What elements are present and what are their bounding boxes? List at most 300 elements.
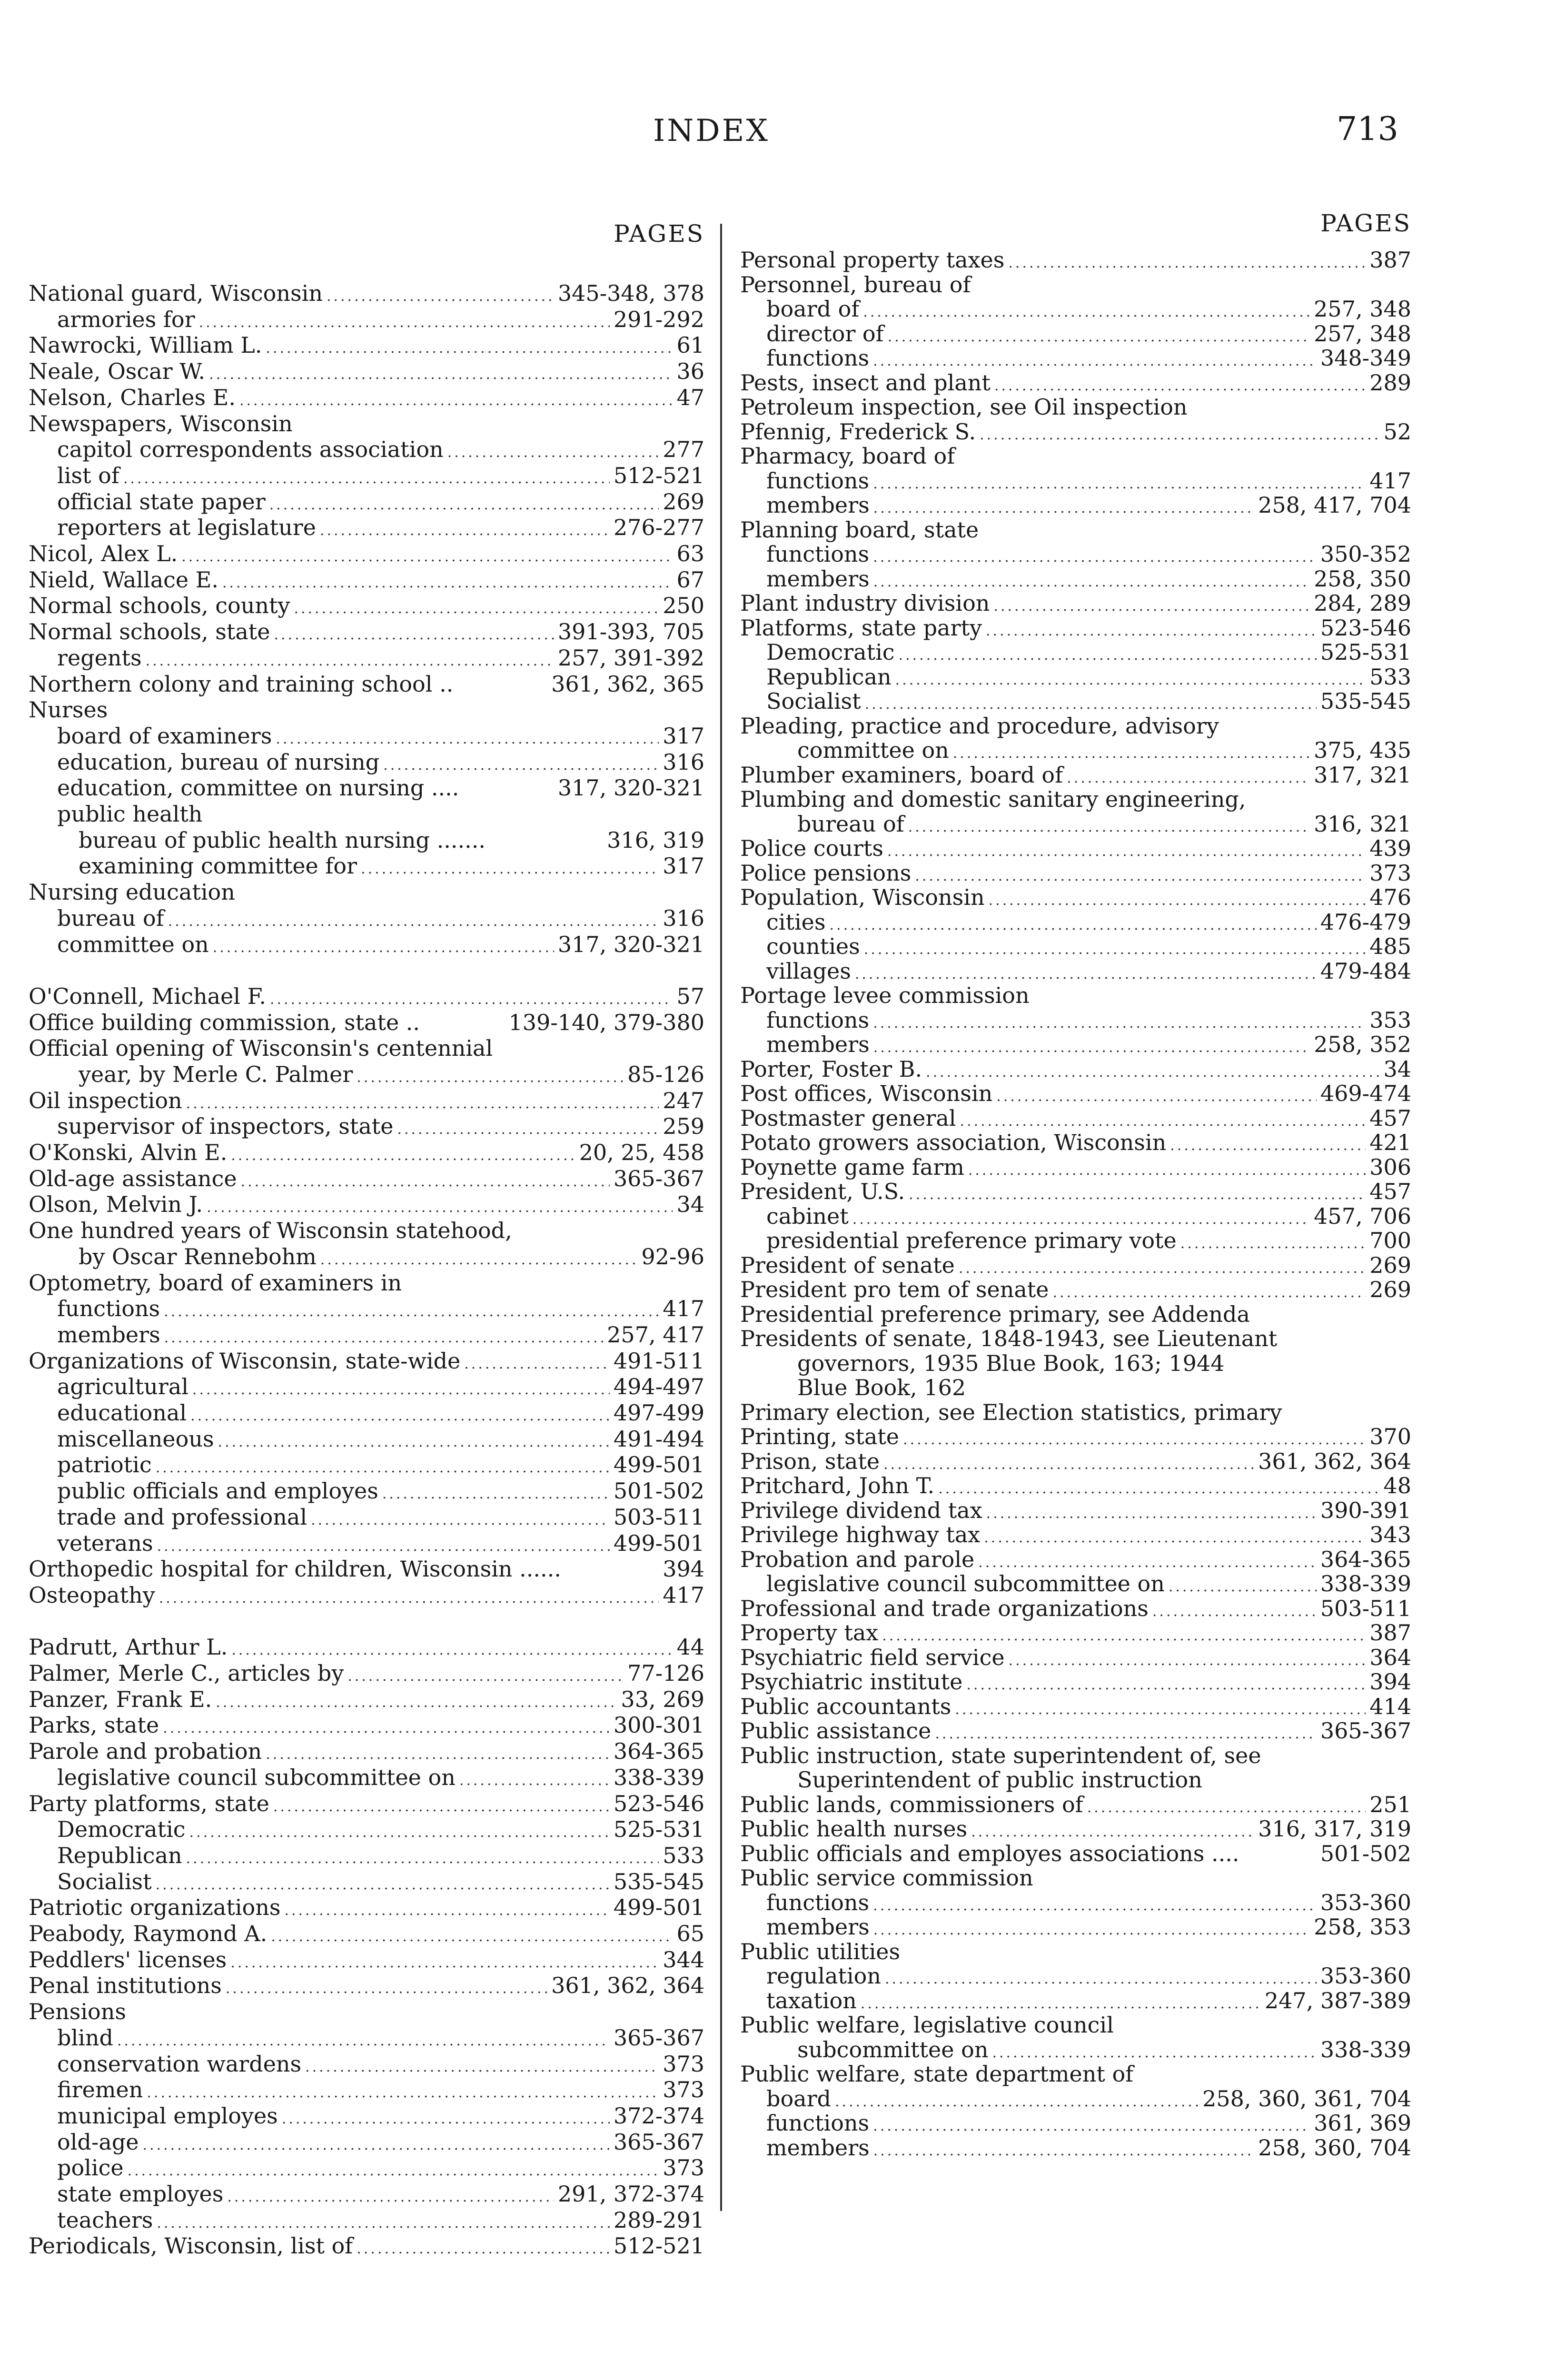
- entry-pages: 316, 321: [1314, 811, 1411, 837]
- entry-pages: 257, 348: [1314, 296, 1411, 322]
- entry-term: Public officials and employes associations ....: [740, 1841, 1239, 1866]
- index-entry: [740, 1964, 1411, 1988]
- entry-term: Nelson, Charles E.: [29, 385, 236, 410]
- entry-term: Northern colony and training school ..: [29, 671, 454, 697]
- entry-term: Planning board, state: [740, 517, 979, 543]
- entry-term: Public welfare, state department of: [740, 2061, 1134, 2087]
- entry-term: Democratic: [766, 639, 895, 665]
- entry-pages: 317, 320-321: [557, 775, 704, 801]
- entry-term: presidential preference primary vote: [766, 1228, 1177, 1253]
- index-entry: [29, 385, 704, 410]
- entry-term: Nursing education: [29, 879, 235, 905]
- index-entry: [740, 1351, 1411, 1376]
- index-entry: [740, 1743, 1411, 1768]
- entry-term: board: [766, 2086, 832, 2112]
- index-entry: [29, 1374, 704, 1399]
- entry-term: Optometry, board of examiners in: [29, 1270, 402, 1296]
- entry-term: villages: [766, 958, 851, 984]
- dot-leader: [227, 2185, 554, 2210]
- entry-term: President, U.S.: [740, 1179, 905, 1204]
- dot-leader: [266, 1742, 610, 1767]
- dot-leader: [357, 1065, 624, 1090]
- index-entry: [740, 1400, 1411, 1425]
- index-entry: [740, 812, 1411, 836]
- entry-pages: 373: [1369, 860, 1411, 886]
- index-entry: [29, 1244, 704, 1269]
- entry-term: list of: [57, 463, 119, 488]
- dot-leader: [146, 649, 554, 674]
- entry-term: teachers: [57, 2207, 153, 2233]
- index-entry: [740, 1914, 1411, 1939]
- entry-pages: 34: [676, 1191, 704, 1217]
- entry-term: O'Konski, Alvin E.: [29, 1140, 228, 1165]
- entry-pages: 503-511: [613, 1504, 704, 1530]
- entry-term: functions: [766, 468, 870, 494]
- entry-pages: 257, 348: [1314, 321, 1411, 347]
- index-entry: [740, 1277, 1411, 1302]
- dot-leader: [230, 1951, 659, 1975]
- dot-leader: [218, 1430, 610, 1455]
- index-entry: [740, 1571, 1411, 1596]
- entry-term: Poynette game farm: [740, 1154, 964, 1180]
- entry-term: functions: [766, 2110, 870, 2136]
- entry-term: committee on: [57, 932, 209, 957]
- entry-term: Post offices, Wisconsin: [740, 1081, 993, 1106]
- index-entry: [740, 321, 1411, 346]
- index-entry: [740, 542, 1411, 566]
- entry-pages: 344: [663, 1947, 704, 1973]
- index-entry: [740, 272, 1411, 297]
- entry-term: old-age: [57, 2129, 139, 2155]
- dot-leader: [357, 2237, 610, 2261]
- index-entry: [29, 1114, 704, 1139]
- index-entry: [740, 1547, 1411, 1572]
- entry-term: functions: [766, 345, 870, 371]
- entry-pages: 373: [663, 2077, 704, 2102]
- dot-leader: [164, 1299, 659, 1324]
- page-number: 713: [1337, 110, 1398, 148]
- index-entry: [29, 1531, 704, 1556]
- entry-pages: 523-546: [1320, 615, 1411, 641]
- entry-pages: 33, 269: [621, 1686, 704, 1712]
- index-entry: [740, 1253, 1411, 1278]
- entry-pages: 276-277: [613, 515, 704, 540]
- index-entry: [740, 1032, 1411, 1057]
- entry-term: Presidents of senate, 1848-1943, see Lieutenant: [740, 1326, 1278, 1351]
- dot-leader: [168, 909, 659, 934]
- index-entry: [29, 1583, 704, 1607]
- index-entry: [29, 2025, 704, 2050]
- index-entry: [29, 1765, 704, 1790]
- dot-leader: [190, 1404, 610, 1428]
- dot-leader: [311, 1508, 610, 1533]
- entry-pages: 491-511: [613, 1348, 704, 1374]
- entry-term: education, committee on nursing ....: [57, 775, 459, 801]
- index-entry: [740, 861, 1411, 885]
- index-entry: [740, 1988, 1411, 2013]
- index-entry: [29, 333, 704, 357]
- dot-leader: [397, 1117, 659, 1142]
- entry-term: members: [57, 1322, 160, 1348]
- index-entry: [740, 1106, 1411, 1130]
- index-entry: [29, 1999, 704, 2024]
- index-entry: [29, 281, 704, 306]
- entry-pages: 523-546: [613, 1791, 704, 1816]
- entry-term: Psychiatric field service: [740, 1645, 1005, 1670]
- index-entry: [740, 1718, 1411, 1743]
- index-entry: [740, 1228, 1411, 1253]
- entry-term: Peabody, Raymond A.: [29, 1921, 268, 1946]
- entry-term: Newspapers, Wisconsin: [29, 411, 293, 436]
- index-entry: [740, 714, 1411, 738]
- index-entry: [29, 1505, 704, 1529]
- dot-leader: [157, 1534, 610, 1559]
- index-entry: [740, 468, 1411, 493]
- entry-pages: 34: [1383, 1056, 1411, 1082]
- dot-leader: [156, 1873, 610, 1897]
- index-entry: [740, 1620, 1411, 1645]
- entry-pages: 48: [1383, 1473, 1411, 1498]
- entry-term: Pensions: [29, 1999, 126, 2024]
- entry-term: Nicol, Alex L.: [29, 541, 178, 566]
- dot-leader: [199, 310, 610, 335]
- dot-leader: [207, 1195, 673, 1220]
- index-entry: [740, 615, 1411, 640]
- entry-term: regulation: [766, 1963, 881, 1989]
- index-entry: [740, 1375, 1411, 1400]
- index-entry: [29, 1661, 704, 1686]
- entry-term: Socialist: [57, 1869, 152, 1894]
- index-entry: [29, 645, 704, 670]
- dot-leader: [192, 1378, 610, 1402]
- dot-leader: [189, 1820, 610, 1845]
- index-entry: [740, 2135, 1411, 2160]
- entry-pages: 535-545: [1320, 688, 1411, 714]
- entry-pages: 47: [676, 385, 704, 410]
- column-divider: [720, 224, 722, 2211]
- entry-pages: 338-339: [613, 1765, 704, 1790]
- index-entry: [740, 591, 1411, 615]
- entry-term: year, by Merle C. Palmer: [79, 1061, 353, 1087]
- index-entry: [29, 359, 704, 384]
- index-entry: [740, 1865, 1411, 1890]
- entry-term: President of senate: [740, 1252, 955, 1278]
- entry-pages: 361, 362, 364: [1258, 1448, 1411, 1474]
- dot-leader: [231, 1638, 673, 1663]
- index-entry: [29, 1921, 704, 1946]
- entry-term: bureau of: [57, 905, 164, 931]
- entry-term: by Oscar Rennebohm: [79, 1244, 317, 1269]
- entry-pages: 258, 360, 361, 704: [1202, 2086, 1411, 2112]
- entry-term: One hundred years of Wisconsin statehood,: [29, 1218, 512, 1243]
- entry-term: Old-age assistance: [29, 1166, 237, 1191]
- entry-term: Privilege dividend tax: [740, 1497, 982, 1523]
- index-entry: [740, 1326, 1411, 1351]
- entry-pages: 387: [1369, 247, 1411, 273]
- entry-term: official state paper: [57, 489, 266, 515]
- entry-term: Petroleum inspection, see Oil inspection: [740, 394, 1188, 420]
- index-entry: [29, 411, 704, 436]
- index-entry: [740, 1939, 1411, 1964]
- entry-pages: 503-511: [1320, 1596, 1411, 1621]
- index-entry: [740, 1081, 1411, 1106]
- dot-leader: [241, 1170, 610, 1194]
- entry-term: Office building commission, state ..: [29, 1010, 420, 1035]
- entry-term: Public service commission: [740, 1865, 1033, 1891]
- dot-leader: [320, 518, 610, 543]
- entry-pages: 457: [1369, 1105, 1411, 1131]
- entry-pages: 258, 352: [1314, 1031, 1411, 1057]
- entry-pages: 353: [1369, 1007, 1411, 1033]
- dot-leader: [327, 284, 554, 309]
- entry-pages: 269: [663, 489, 704, 515]
- entry-term: Periodicals, Wisconsin, list of: [29, 2233, 353, 2259]
- index-entry: [740, 1008, 1411, 1032]
- entry-pages: 497-499: [613, 1400, 704, 1426]
- entry-term: Public utilities: [740, 1939, 901, 1964]
- entry-term: functions: [766, 1007, 870, 1033]
- entry-pages: 499-501: [613, 1452, 704, 1478]
- entry-term: education, bureau of nursing: [57, 749, 380, 775]
- entry-pages: 361, 362, 364: [551, 1973, 704, 1998]
- entry-term: Patriotic organizations: [29, 1894, 281, 1920]
- entry-pages: 258, 353: [1314, 1914, 1411, 1940]
- dot-leader: [270, 987, 673, 1012]
- dot-leader: [156, 1456, 610, 1480]
- entry-pages: 269: [1369, 1252, 1411, 1278]
- entry-pages: 525-531: [613, 1816, 704, 1842]
- entry-term: Republican: [57, 1843, 182, 1868]
- entry-pages: 525-531: [1320, 639, 1411, 665]
- entry-pages: 512-521: [613, 463, 704, 488]
- entry-pages: 257, 391-392: [557, 645, 704, 671]
- entry-pages: 373: [663, 2051, 704, 2077]
- entry-term: Presidential preference primary, see Addenda: [740, 1301, 1250, 1327]
- entry-pages: 257, 417: [607, 1322, 704, 1348]
- entry-term: Pharmacy, board of: [740, 443, 955, 469]
- dot-leader: [117, 2029, 610, 2053]
- index-entry: [740, 910, 1411, 934]
- entry-pages: 85-126: [627, 1061, 704, 1087]
- entry-pages: 251: [1369, 1792, 1411, 1817]
- entry-term: board of: [766, 296, 860, 322]
- index-entry: [740, 1302, 1411, 1327]
- entry-term: functions: [766, 1890, 870, 1915]
- index-entry: [29, 307, 704, 332]
- entry-term: Printing, state: [740, 1424, 900, 1449]
- entry-pages: 338-339: [1320, 2037, 1411, 2063]
- entry-pages: 258, 360, 704: [1258, 2135, 1411, 2161]
- index-entry: [740, 566, 1411, 591]
- index-entry: [740, 689, 1411, 714]
- entry-term: legislative council subcommittee on: [57, 1765, 456, 1790]
- entry-pages: 353-360: [1320, 1963, 1411, 1989]
- entry-pages: 365-367: [1320, 1718, 1411, 1744]
- dot-leader: [271, 1924, 673, 1949]
- index-entry: [740, 2111, 1411, 2135]
- index-entry: [29, 1322, 704, 1347]
- index-entry: [740, 1522, 1411, 1547]
- entry-term: Public accountants: [740, 1694, 951, 1719]
- dot-leader: [274, 623, 554, 647]
- entry-pages: 258, 350: [1314, 566, 1411, 592]
- entry-term: National guard, Wisconsin: [29, 280, 323, 306]
- index-entry: [740, 1767, 1411, 1792]
- index-entry: [740, 1204, 1411, 1229]
- index-entry: [740, 1424, 1411, 1449]
- dot-leader: [143, 2133, 610, 2158]
- entry-pages: 77-126: [627, 1660, 704, 1686]
- entry-term: Democratic: [57, 1816, 186, 1842]
- entry-pages: 373: [663, 2155, 704, 2181]
- entry-pages: 390-391: [1320, 1497, 1411, 1523]
- entry-term: Professional and trade organizations: [740, 1596, 1149, 1621]
- entry-pages: 365-367: [613, 2129, 704, 2155]
- entry-term: Public lands, commissioners of: [740, 1792, 1083, 1817]
- entry-term: regents: [57, 645, 142, 671]
- entry-term: blind: [57, 2025, 113, 2051]
- entry-term: Palmer, Merle C., articles by: [29, 1660, 344, 1686]
- index-entry: [29, 1843, 704, 1868]
- entry-term: Parole and probation: [29, 1738, 262, 1764]
- index-entry: [29, 567, 704, 592]
- index-entry: [29, 750, 704, 774]
- entry-pages: 457, 706: [1314, 1203, 1411, 1229]
- entry-pages: 92-96: [641, 1244, 704, 1269]
- index-entry: [29, 1192, 704, 1217]
- entry-pages: 247: [663, 1088, 704, 1113]
- entry-pages: 250: [663, 593, 704, 618]
- index-entry: [740, 983, 1411, 1008]
- entry-term: Potato growers association, Wisconsin: [740, 1130, 1167, 1155]
- entry-pages: 65: [676, 1921, 704, 1946]
- index-entry: [29, 802, 704, 826]
- index-entry: [29, 1817, 704, 1842]
- index-entry: [740, 370, 1411, 395]
- dot-leader: [464, 1352, 610, 1377]
- index-entry: [29, 541, 704, 566]
- entry-pages: 57: [676, 983, 704, 1009]
- index-entry: [29, 697, 704, 722]
- dot-leader: [157, 2211, 610, 2236]
- dot-leader: [273, 1795, 610, 1819]
- entry-pages: 421: [1369, 1130, 1411, 1155]
- entry-term: Penal institutions: [29, 1973, 222, 1998]
- entry-term: Pfennig, Frederick S.: [740, 419, 976, 445]
- entry-term: Public instruction, state superintendent of, see: [740, 1743, 1261, 1768]
- entry-term: Plant industry division: [740, 590, 990, 616]
- entry-term: Primary election, see Election statistics, primary: [740, 1399, 1282, 1425]
- index-entry: [29, 775, 704, 800]
- entry-pages: 258, 417, 704: [1258, 492, 1411, 518]
- index-entry: [29, 672, 704, 696]
- dot-leader: [186, 1846, 659, 1871]
- dot-leader: [282, 2107, 610, 2132]
- entry-term: Osteopathy: [29, 1582, 155, 1608]
- entry-pages: 375, 435: [1314, 737, 1411, 763]
- index-entry: [740, 2062, 1411, 2086]
- index-entry: [740, 395, 1411, 419]
- entry-pages: 372-374: [613, 2103, 704, 2129]
- index-entry: [29, 984, 704, 1009]
- dot-leader: [447, 440, 659, 465]
- entry-pages: 501-502: [613, 1478, 704, 1504]
- entry-term: members: [766, 1914, 870, 1940]
- entry-term: examining committee for: [79, 853, 357, 879]
- dot-leader: [383, 753, 659, 778]
- entry-term: O'Connell, Michael F.: [29, 983, 266, 1009]
- index-entry: [29, 1088, 704, 1113]
- entry-term: Panzer, Frank E.: [29, 1686, 212, 1712]
- entry-pages: 476: [1369, 884, 1411, 910]
- index-entry: [740, 1449, 1411, 1474]
- index-entry: [29, 1270, 704, 1295]
- index-entry: [740, 763, 1411, 787]
- entry-pages: 67: [676, 567, 704, 593]
- entry-term: President pro tem of senate: [740, 1277, 1049, 1302]
- index-entry: [29, 2208, 704, 2232]
- entry-pages: 300-301: [613, 1712, 704, 1738]
- index-entry: [740, 885, 1411, 910]
- index-entry: [29, 1010, 704, 1035]
- entry-pages: 316, 317, 319: [1258, 1816, 1411, 1842]
- entry-pages: 316: [663, 905, 704, 931]
- dot-leader: [347, 1664, 624, 1689]
- entry-term: Personal property taxes: [740, 247, 1005, 273]
- index-entry: [29, 932, 704, 957]
- index-entry: [740, 959, 1411, 983]
- dot-leader: [128, 2159, 659, 2183]
- entry-pages: 394: [663, 1556, 704, 1582]
- entry-pages: 533: [1369, 664, 1411, 690]
- index-entry: [740, 248, 1411, 272]
- index-entry: [740, 934, 1411, 959]
- entry-term: firemen: [57, 2077, 143, 2102]
- index-entry: [29, 1218, 704, 1243]
- entry-term: Plumbing and domestic sanitary engineering,: [740, 786, 1246, 812]
- dot-leader: [305, 2055, 659, 2080]
- index-entry: [740, 1792, 1411, 1817]
- index-entry: [29, 1062, 704, 1087]
- index-entry: [29, 1036, 704, 1061]
- entry-term: Olson, Melvin J.: [29, 1191, 203, 1217]
- dot-leader: [361, 857, 659, 882]
- entry-term: Superintendent of public instruction: [797, 1767, 1202, 1793]
- page-title: INDEX: [653, 113, 770, 149]
- dot-leader: [459, 1768, 610, 1793]
- entry-term: Property tax: [740, 1620, 879, 1646]
- index-entry: [740, 2086, 1411, 2111]
- index-entry: [29, 1869, 704, 1894]
- index-entry: [29, 2130, 704, 2154]
- index-entry: [740, 2037, 1411, 2062]
- entry-pages: 364: [1369, 1645, 1411, 1670]
- entry-pages: 306: [1369, 1154, 1411, 1180]
- entry-pages: 317, 320-321: [557, 932, 704, 957]
- entry-pages: 316, 319: [607, 827, 704, 853]
- dot-leader: [216, 1690, 617, 1715]
- entry-pages: 417: [1369, 468, 1411, 494]
- entry-pages: 417: [663, 1582, 704, 1608]
- dot-leader: [284, 1898, 609, 1923]
- entry-pages: 52: [1383, 419, 1411, 445]
- entry-pages: 338-339: [1320, 1571, 1411, 1597]
- entry-term: Privilege highway tax: [740, 1522, 981, 1547]
- entry-term: Public welfare, legislative council: [740, 2012, 1114, 2038]
- entry-term: Police pensions: [740, 860, 912, 886]
- index-entry: [29, 2103, 704, 2128]
- entry-pages: 387: [1369, 1620, 1411, 1646]
